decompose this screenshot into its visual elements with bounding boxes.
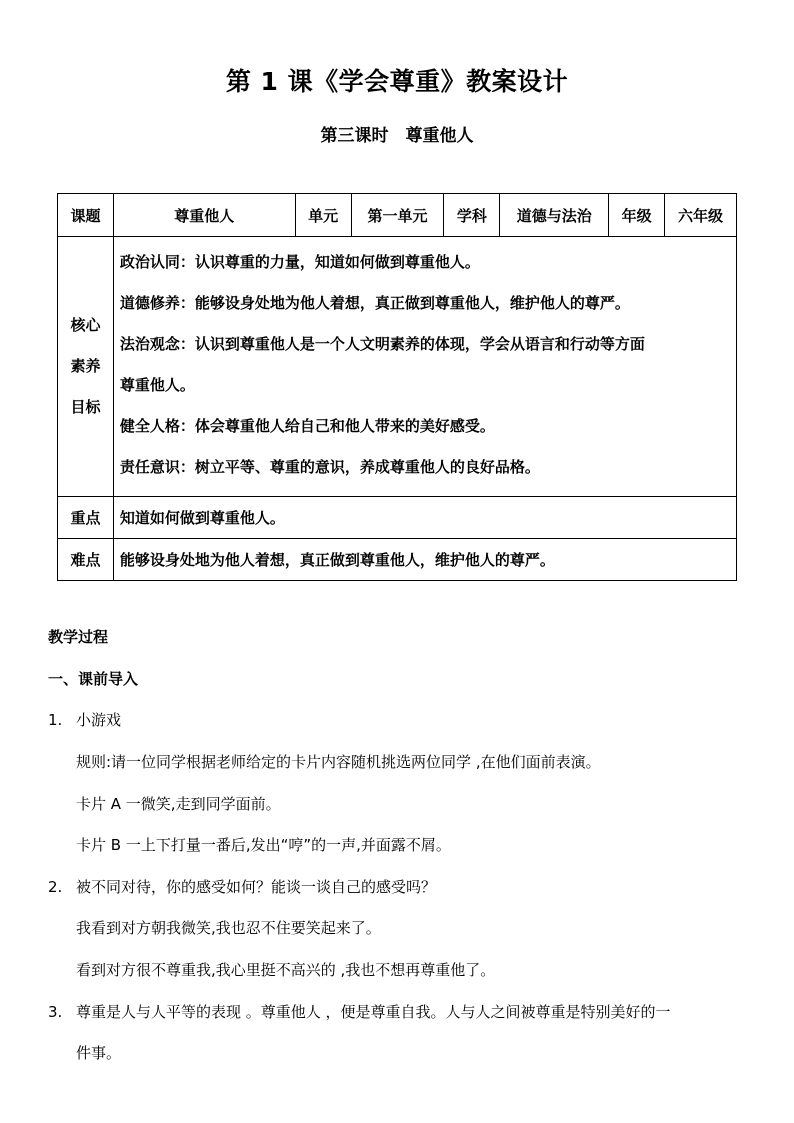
key-point-label: 重点 bbox=[58, 497, 114, 539]
card-b-text: 卡片 B 一上下打量一番后,发出“哼”的一声,并面露不屑。 bbox=[76, 836, 451, 854]
goal-responsibility: 责任意识：树立平等、尊重的意识，养成尊重他人的良好品格。 bbox=[119, 458, 540, 476]
topic-value: 尊重他人 bbox=[113, 194, 295, 237]
item-title: 小游戏 bbox=[76, 711, 122, 729]
rule-text: 规则:请一位同学根据老师给定的卡片内容随机挑选两位同学 ,在他们面前表演。 bbox=[76, 753, 601, 771]
list-item bbox=[48, 876, 436, 897]
list-item bbox=[48, 1001, 671, 1022]
item-number: 2. bbox=[48, 878, 63, 896]
item-number: 1. bbox=[48, 711, 63, 729]
item-title: 尊重是人与人平等的表现 。尊重他人 ，便是尊重自我。人与人之间被尊重是特别美好的一 bbox=[76, 1003, 671, 1021]
core-goals-label bbox=[58, 237, 114, 497]
key-point-row bbox=[58, 497, 737, 539]
card-a-text: 卡片 A 一微笑,走到同学面前。 bbox=[76, 795, 281, 813]
key-point-text: 知道如何做到尊重他人。 bbox=[113, 497, 736, 539]
core-goals-label-line: 目标 bbox=[70, 398, 101, 416]
subject-value: 道德与法治 bbox=[500, 194, 609, 237]
document-subtitle: 第三课时 尊重他人 bbox=[320, 126, 474, 146]
core-goals-label-line: 素养 bbox=[70, 357, 101, 375]
grade-label: 年级 bbox=[609, 194, 665, 237]
item-continuation: 件事。 bbox=[76, 1044, 122, 1062]
grade-value: 六年级 bbox=[665, 194, 737, 237]
section-intro-heading: 一、课前导入 bbox=[48, 670, 139, 688]
item-title: 被不同对待，你的感受如何？能谈一谈自己的感受吗？ bbox=[76, 878, 437, 896]
lesson-info-table bbox=[57, 193, 737, 581]
goal-sound-personality: 健全人格：体会尊重他人给自己和他人带来的美好感受。 bbox=[119, 417, 495, 435]
difficulty-text: 能够设身处地为他人着想，真正做到尊重他人，维护他人的尊严。 bbox=[113, 539, 736, 581]
goal-rule-of-law: 法治观念：认识到尊重他人是一个人文明素养的体现，学会从语言和行动等方面 bbox=[119, 335, 645, 353]
difficulty-label: 难点 bbox=[58, 539, 114, 581]
goal-moral-cultivation: 道德修养：能够设身处地为他人着想，真正做到尊重他人，维护他人的尊严。 bbox=[119, 294, 630, 312]
core-goals-row bbox=[58, 237, 737, 497]
list-item bbox=[48, 709, 121, 730]
subject-label: 学科 bbox=[444, 194, 500, 237]
document-title: 第 1 课《学会尊重》教案设计 bbox=[225, 67, 569, 96]
answer-text: 我看到对方朝我微笑,我也忍不住要笑起来了。 bbox=[76, 919, 381, 937]
unit-value: 第一单元 bbox=[351, 194, 444, 237]
answer-text: 看到对方很不尊重我,我心里挺不高兴的 ,我也不想再尊重他了。 bbox=[76, 961, 496, 979]
table-header-row bbox=[58, 194, 737, 237]
teaching-process-heading: 教学过程 bbox=[48, 628, 109, 646]
core-goals-label-line: 核心 bbox=[70, 316, 101, 334]
goal-rule-of-law-cont: 尊重他人。 bbox=[119, 376, 195, 394]
difficulty-row bbox=[58, 539, 737, 581]
topic-label: 课题 bbox=[58, 194, 114, 237]
item-number: 3. bbox=[48, 1003, 63, 1021]
goal-political-identity: 政治认同：认识尊重的力量，知道如何做到尊重他人。 bbox=[119, 253, 480, 271]
core-goals-content bbox=[113, 237, 736, 497]
unit-label: 单元 bbox=[295, 194, 351, 237]
